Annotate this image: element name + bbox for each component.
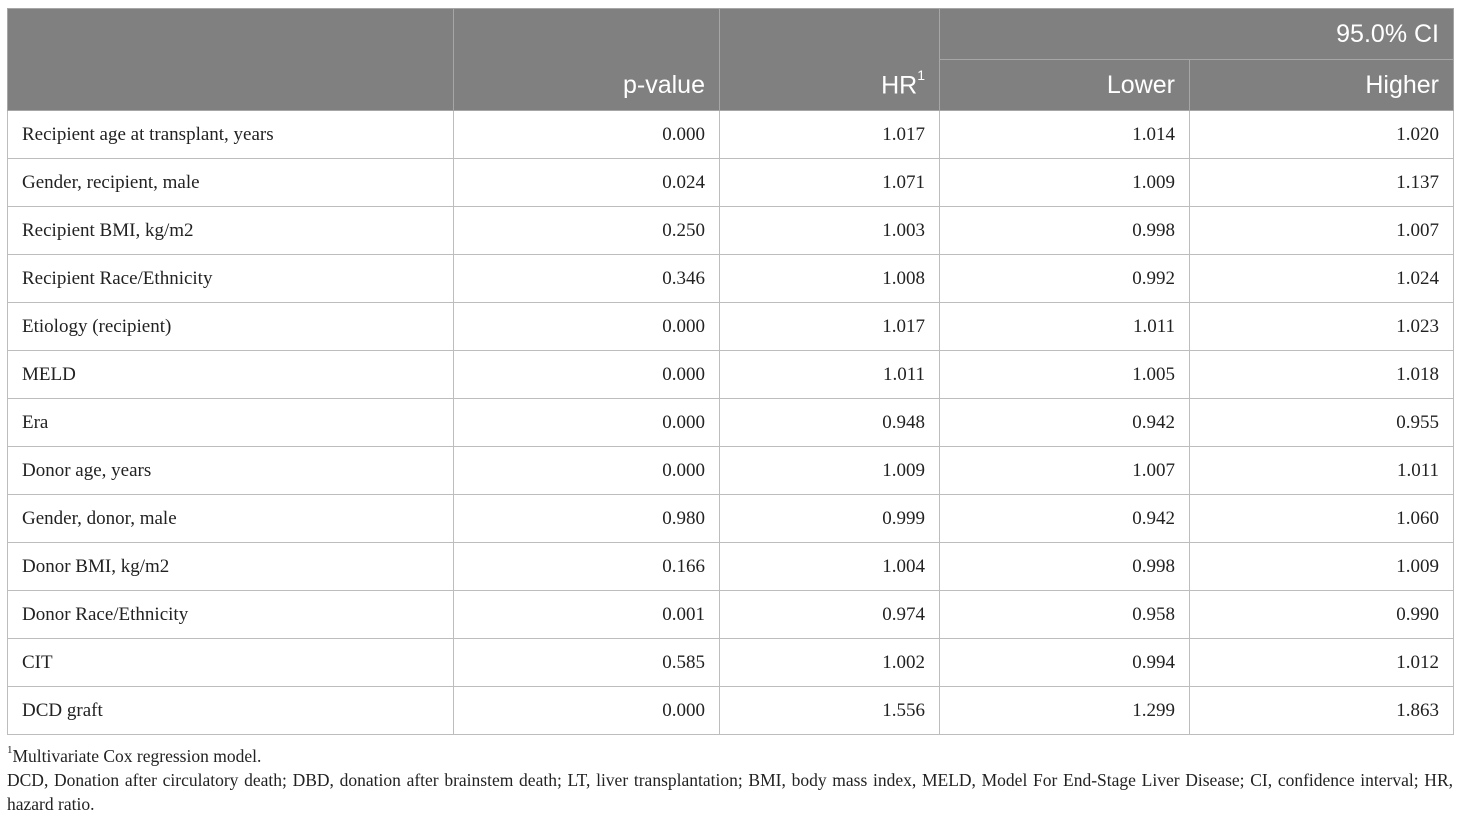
row-label: Etiology (recipient) bbox=[8, 303, 454, 351]
cell-hr: 0.999 bbox=[720, 495, 940, 543]
table-row bbox=[8, 159, 1454, 207]
cell-ci-lower: 0.998 bbox=[940, 543, 1190, 591]
cell-p-value: 0.000 bbox=[454, 303, 720, 351]
cell-p-value: 0.000 bbox=[454, 351, 720, 399]
table-row bbox=[8, 687, 1454, 735]
cell-ci-lower: 1.011 bbox=[940, 303, 1190, 351]
header-hr: $HR^1$ bbox=[720, 9, 940, 111]
cell-ci-higher: 1.060 bbox=[1190, 495, 1454, 543]
header-higher: Higher bbox=[1190, 60, 1454, 111]
cell-ci-higher: 1.018 bbox=[1190, 351, 1454, 399]
table-row bbox=[8, 543, 1454, 591]
table-row bbox=[8, 303, 1454, 351]
cell-p-value: 0.000 bbox=[454, 111, 720, 159]
row-label: Era bbox=[8, 399, 454, 447]
table-row bbox=[8, 207, 1454, 255]
cell-ci-higher: 1.007 bbox=[1190, 207, 1454, 255]
cell-hr: 1.002 bbox=[720, 639, 940, 687]
cell-ci-lower: 0.992 bbox=[940, 255, 1190, 303]
abbreviations-note: DCD, Donation after circulatory death; DBD, donation after brainstem death; LT, liver transplantation; BMI, body mass index, MELD, Model For End-Stage Liver Disease; CI, confidence interval; HR, hazard ratio. bbox=[7, 769, 1453, 814]
results-table bbox=[7, 8, 1454, 735]
cell-p-value: 0.024 bbox=[454, 159, 720, 207]
cell-p-value: 0.000 bbox=[454, 399, 720, 447]
table-row bbox=[8, 111, 1454, 159]
cell-hr: 1.017 bbox=[720, 111, 940, 159]
cell-hr: 1.011 bbox=[720, 351, 940, 399]
row-label: Recipient age at transplant, years bbox=[8, 111, 454, 159]
header-lower: Lower bbox=[940, 60, 1190, 111]
cell-ci-lower: 1.014 bbox=[940, 111, 1190, 159]
cell-ci-lower: 1.007 bbox=[940, 447, 1190, 495]
cell-p-value: 0.000 bbox=[454, 687, 720, 735]
table-row bbox=[8, 351, 1454, 399]
header-p-value: p-value bbox=[454, 9, 720, 111]
table-row bbox=[8, 255, 1454, 303]
table-body bbox=[8, 111, 1454, 735]
cell-ci-higher: 0.990 bbox=[1190, 591, 1454, 639]
cell-ci-higher: 1.863 bbox=[1190, 687, 1454, 735]
cell-ci-lower: 1.009 bbox=[940, 159, 1190, 207]
cell-ci-lower: 0.998 bbox=[940, 207, 1190, 255]
row-label: MELD bbox=[8, 351, 454, 399]
table-row bbox=[8, 591, 1454, 639]
cell-ci-lower: 1.005 bbox=[940, 351, 1190, 399]
row-label: Donor Race/Ethnicity bbox=[8, 591, 454, 639]
cell-ci-higher: 1.024 bbox=[1190, 255, 1454, 303]
table-row bbox=[8, 495, 1454, 543]
cell-hr: 1.017 bbox=[720, 303, 940, 351]
cell-ci-lower: 1.299 bbox=[940, 687, 1190, 735]
cell-ci-lower: 0.994 bbox=[940, 639, 1190, 687]
cell-hr: 1.009 bbox=[720, 447, 940, 495]
table-row bbox=[8, 399, 1454, 447]
table-header bbox=[8, 9, 1454, 111]
cell-ci-higher: 1.009 bbox=[1190, 543, 1454, 591]
cell-p-value: 0.166 bbox=[454, 543, 720, 591]
cell-p-value: 0.980 bbox=[454, 495, 720, 543]
cell-hr: 1.004 bbox=[720, 543, 940, 591]
row-label: Recipient BMI, kg/m2 bbox=[8, 207, 454, 255]
cell-p-value: 0.250 bbox=[454, 207, 720, 255]
row-label: Recipient Race/Ethnicity bbox=[8, 255, 454, 303]
cell-hr: 1.071 bbox=[720, 159, 940, 207]
cell-ci-higher: 0.955 bbox=[1190, 399, 1454, 447]
cell-ci-lower: 0.942 bbox=[940, 399, 1190, 447]
cell-ci-lower: 0.958 bbox=[940, 591, 1190, 639]
cell-p-value: 0.346 bbox=[454, 255, 720, 303]
cell-ci-higher: 1.020 bbox=[1190, 111, 1454, 159]
header-ci-group: 95.0% CI bbox=[940, 9, 1454, 60]
table-footnotes bbox=[7, 740, 1453, 816]
cell-ci-lower: 0.942 bbox=[940, 495, 1190, 543]
row-label: Donor BMI, kg/m2 bbox=[8, 543, 454, 591]
cell-ci-higher: 1.012 bbox=[1190, 639, 1454, 687]
table-row bbox=[8, 639, 1454, 687]
cell-ci-higher: 1.011 bbox=[1190, 447, 1454, 495]
cell-ci-higher: 1.023 bbox=[1190, 303, 1454, 351]
footnote-1: $^1$Multivariate Cox regression model. bbox=[7, 744, 262, 766]
cell-hr: 1.003 bbox=[720, 207, 940, 255]
row-label: Gender, donor, male bbox=[8, 495, 454, 543]
row-label: CIT bbox=[8, 639, 454, 687]
row-label: DCD graft bbox=[8, 687, 454, 735]
header-variable bbox=[8, 9, 454, 111]
table-row bbox=[8, 447, 1454, 495]
cell-p-value: 0.585 bbox=[454, 639, 720, 687]
cell-p-value: 0.000 bbox=[454, 447, 720, 495]
row-label: Gender, recipient, male bbox=[8, 159, 454, 207]
cell-hr: 1.008 bbox=[720, 255, 940, 303]
table-container bbox=[7, 8, 1453, 816]
cell-p-value: 0.001 bbox=[454, 591, 720, 639]
hr-footnote-marker: 1 bbox=[917, 66, 925, 83]
cell-hr: 1.556 bbox=[720, 687, 940, 735]
cell-ci-higher: 1.137 bbox=[1190, 159, 1454, 207]
cell-hr: 0.974 bbox=[720, 591, 940, 639]
row-label: Donor age, years bbox=[8, 447, 454, 495]
cell-hr: 0.948 bbox=[720, 399, 940, 447]
footnote-1-marker: 1 bbox=[7, 744, 13, 756]
